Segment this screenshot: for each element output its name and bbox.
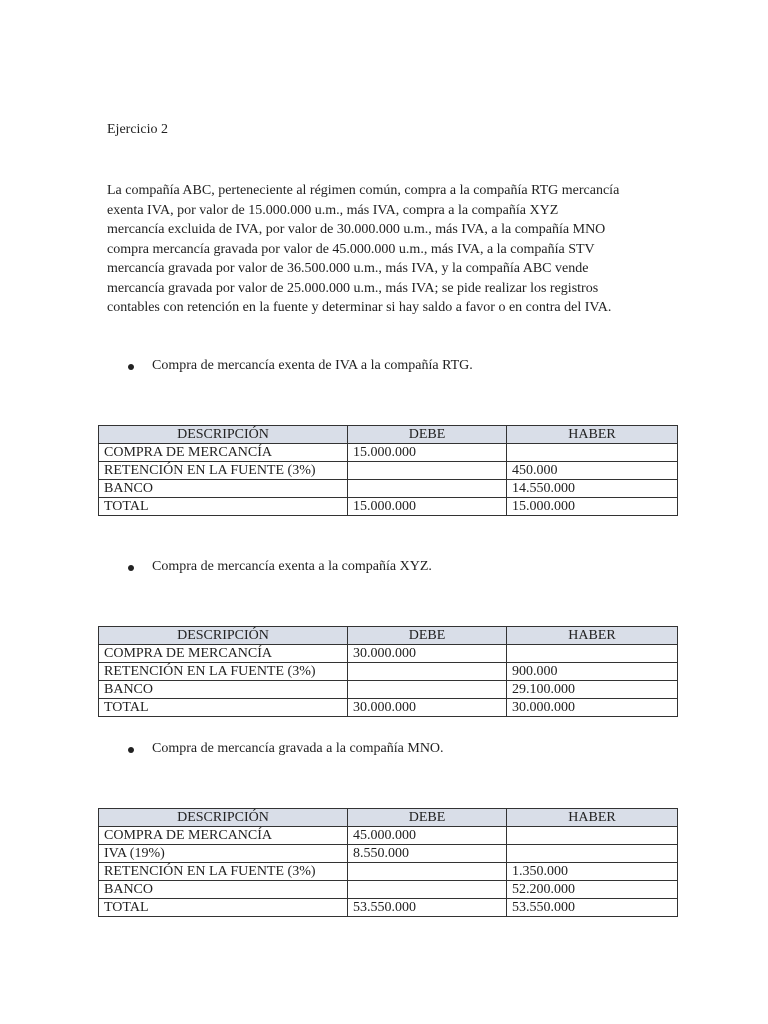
table-cell xyxy=(507,845,678,863)
table-cell: 15.000.000 xyxy=(348,444,507,462)
table-cell: 52.200.000 xyxy=(507,881,678,899)
table-row xyxy=(99,845,678,863)
table-cell: TOTAL xyxy=(99,899,348,917)
header-cell: HABER xyxy=(507,426,678,444)
bullet-dot-icon xyxy=(128,747,134,753)
table-cell xyxy=(348,480,507,498)
table-cell: COMPRA DE MERCANCÍA xyxy=(99,827,348,845)
table-row xyxy=(99,663,678,681)
table-cell: 30.000.000 xyxy=(348,699,507,717)
table-row xyxy=(99,699,678,717)
table-row xyxy=(99,462,678,480)
header-cell: HABER xyxy=(507,809,678,827)
journal-table xyxy=(98,626,678,717)
table-cell: 15.000.000 xyxy=(348,498,507,516)
table-cell: 29.100.000 xyxy=(507,681,678,699)
table-cell: 15.000.000 xyxy=(507,498,678,516)
bullet-dot-icon xyxy=(128,565,134,571)
table-header-row xyxy=(99,809,678,827)
table-cell xyxy=(348,663,507,681)
table-cell: 450.000 xyxy=(507,462,678,480)
table-cell: RETENCIÓN EN LA FUENTE (3%) xyxy=(99,863,348,881)
table-cell: BANCO xyxy=(99,681,348,699)
header-cell: DEBE xyxy=(348,809,507,827)
paragraph-line: exenta IVA, por valor de 15.000.000 u.m., más IVA, compra a la compañía XYZ xyxy=(107,202,559,218)
table-cell: 45.000.000 xyxy=(348,827,507,845)
table-header-row xyxy=(99,627,678,645)
table-cell xyxy=(348,681,507,699)
table-cell: COMPRA DE MERCANCÍA xyxy=(99,645,348,663)
paragraph-line: La compañía ABC, perteneciente al régimen común, compra a la compañía RTG mercancía xyxy=(107,183,620,198)
table-cell: BANCO xyxy=(99,480,348,498)
table-row xyxy=(99,645,678,663)
table-cell: 53.550.000 xyxy=(348,899,507,917)
table-row xyxy=(99,480,678,498)
table-cell: 53.550.000 xyxy=(507,899,678,917)
table-cell: 30.000.000 xyxy=(348,645,507,663)
table-cell xyxy=(507,444,678,462)
table-cell: TOTAL xyxy=(99,498,348,516)
table-row xyxy=(99,444,678,462)
table-cell xyxy=(507,645,678,663)
journal-table xyxy=(98,808,678,917)
table-cell: RETENCIÓN EN LA FUENTE (3%) xyxy=(99,663,348,681)
bullet-dot-icon xyxy=(128,364,134,370)
paragraph-line: mercancía gravada por valor de 25.000.000 u.m., más IVA; se pide realizar los registros xyxy=(107,280,599,296)
table-cell: COMPRA DE MERCANCÍA xyxy=(99,444,348,462)
table-cell: 8.550.000 xyxy=(348,845,507,863)
table-header-row xyxy=(99,426,678,444)
table-cell xyxy=(348,462,507,480)
table-cell: BANCO xyxy=(99,881,348,899)
table-row xyxy=(99,881,678,899)
table-cell xyxy=(348,863,507,881)
header-cell: DESCRIPCIÓN xyxy=(99,426,348,444)
table-row xyxy=(99,498,678,516)
table-cell xyxy=(348,881,507,899)
problem-statement xyxy=(107,181,667,318)
bullet-text: Compra de mercancía gravada a la compañía MNO. xyxy=(152,741,444,756)
bullet-text: Compra de mercancía exenta de IVA a la compañía RTG. xyxy=(152,358,473,373)
table-cell: TOTAL xyxy=(99,699,348,717)
table-row xyxy=(99,827,678,845)
exercise-title: Ejercicio 2 xyxy=(107,122,169,137)
header-cell: DESCRIPCIÓN xyxy=(99,809,348,827)
table-row xyxy=(99,863,678,881)
table-row xyxy=(99,899,678,917)
journal-table xyxy=(98,425,678,516)
table-cell: 14.550.000 xyxy=(507,480,678,498)
table-cell: RETENCIÓN EN LA FUENTE (3%) xyxy=(99,462,348,480)
header-cell: DEBE xyxy=(348,426,507,444)
header-cell: DEBE xyxy=(348,627,507,645)
paragraph-line: mercancía excluida de IVA, por valor de 30.000.000 u.m., más IVA, a la compañía MNO xyxy=(107,222,606,237)
paragraph-line: mercancía gravada por valor de 36.500.000 u.m., más IVA, y la compañía ABC vende xyxy=(107,261,589,276)
table-cell: 900.000 xyxy=(507,663,678,681)
table-cell: 30.000.000 xyxy=(507,699,678,717)
table-cell xyxy=(507,827,678,845)
paragraph-line: compra mercancía gravada por valor de 45.000.000 u.m., más IVA, a la compañía STV xyxy=(107,241,595,257)
header-cell: HABER xyxy=(507,627,678,645)
paragraph-line: contables con retención en la fuente y determinar si hay saldo a favor o en contra del IVA. xyxy=(107,300,612,315)
table-cell: 1.350.000 xyxy=(507,863,678,881)
table-cell: IVA (19%) xyxy=(99,845,348,863)
bullet-text: Compra de mercancía exenta a la compañía XYZ. xyxy=(152,559,432,574)
header-cell: DESCRIPCIÓN xyxy=(99,627,348,645)
table-row xyxy=(99,681,678,699)
